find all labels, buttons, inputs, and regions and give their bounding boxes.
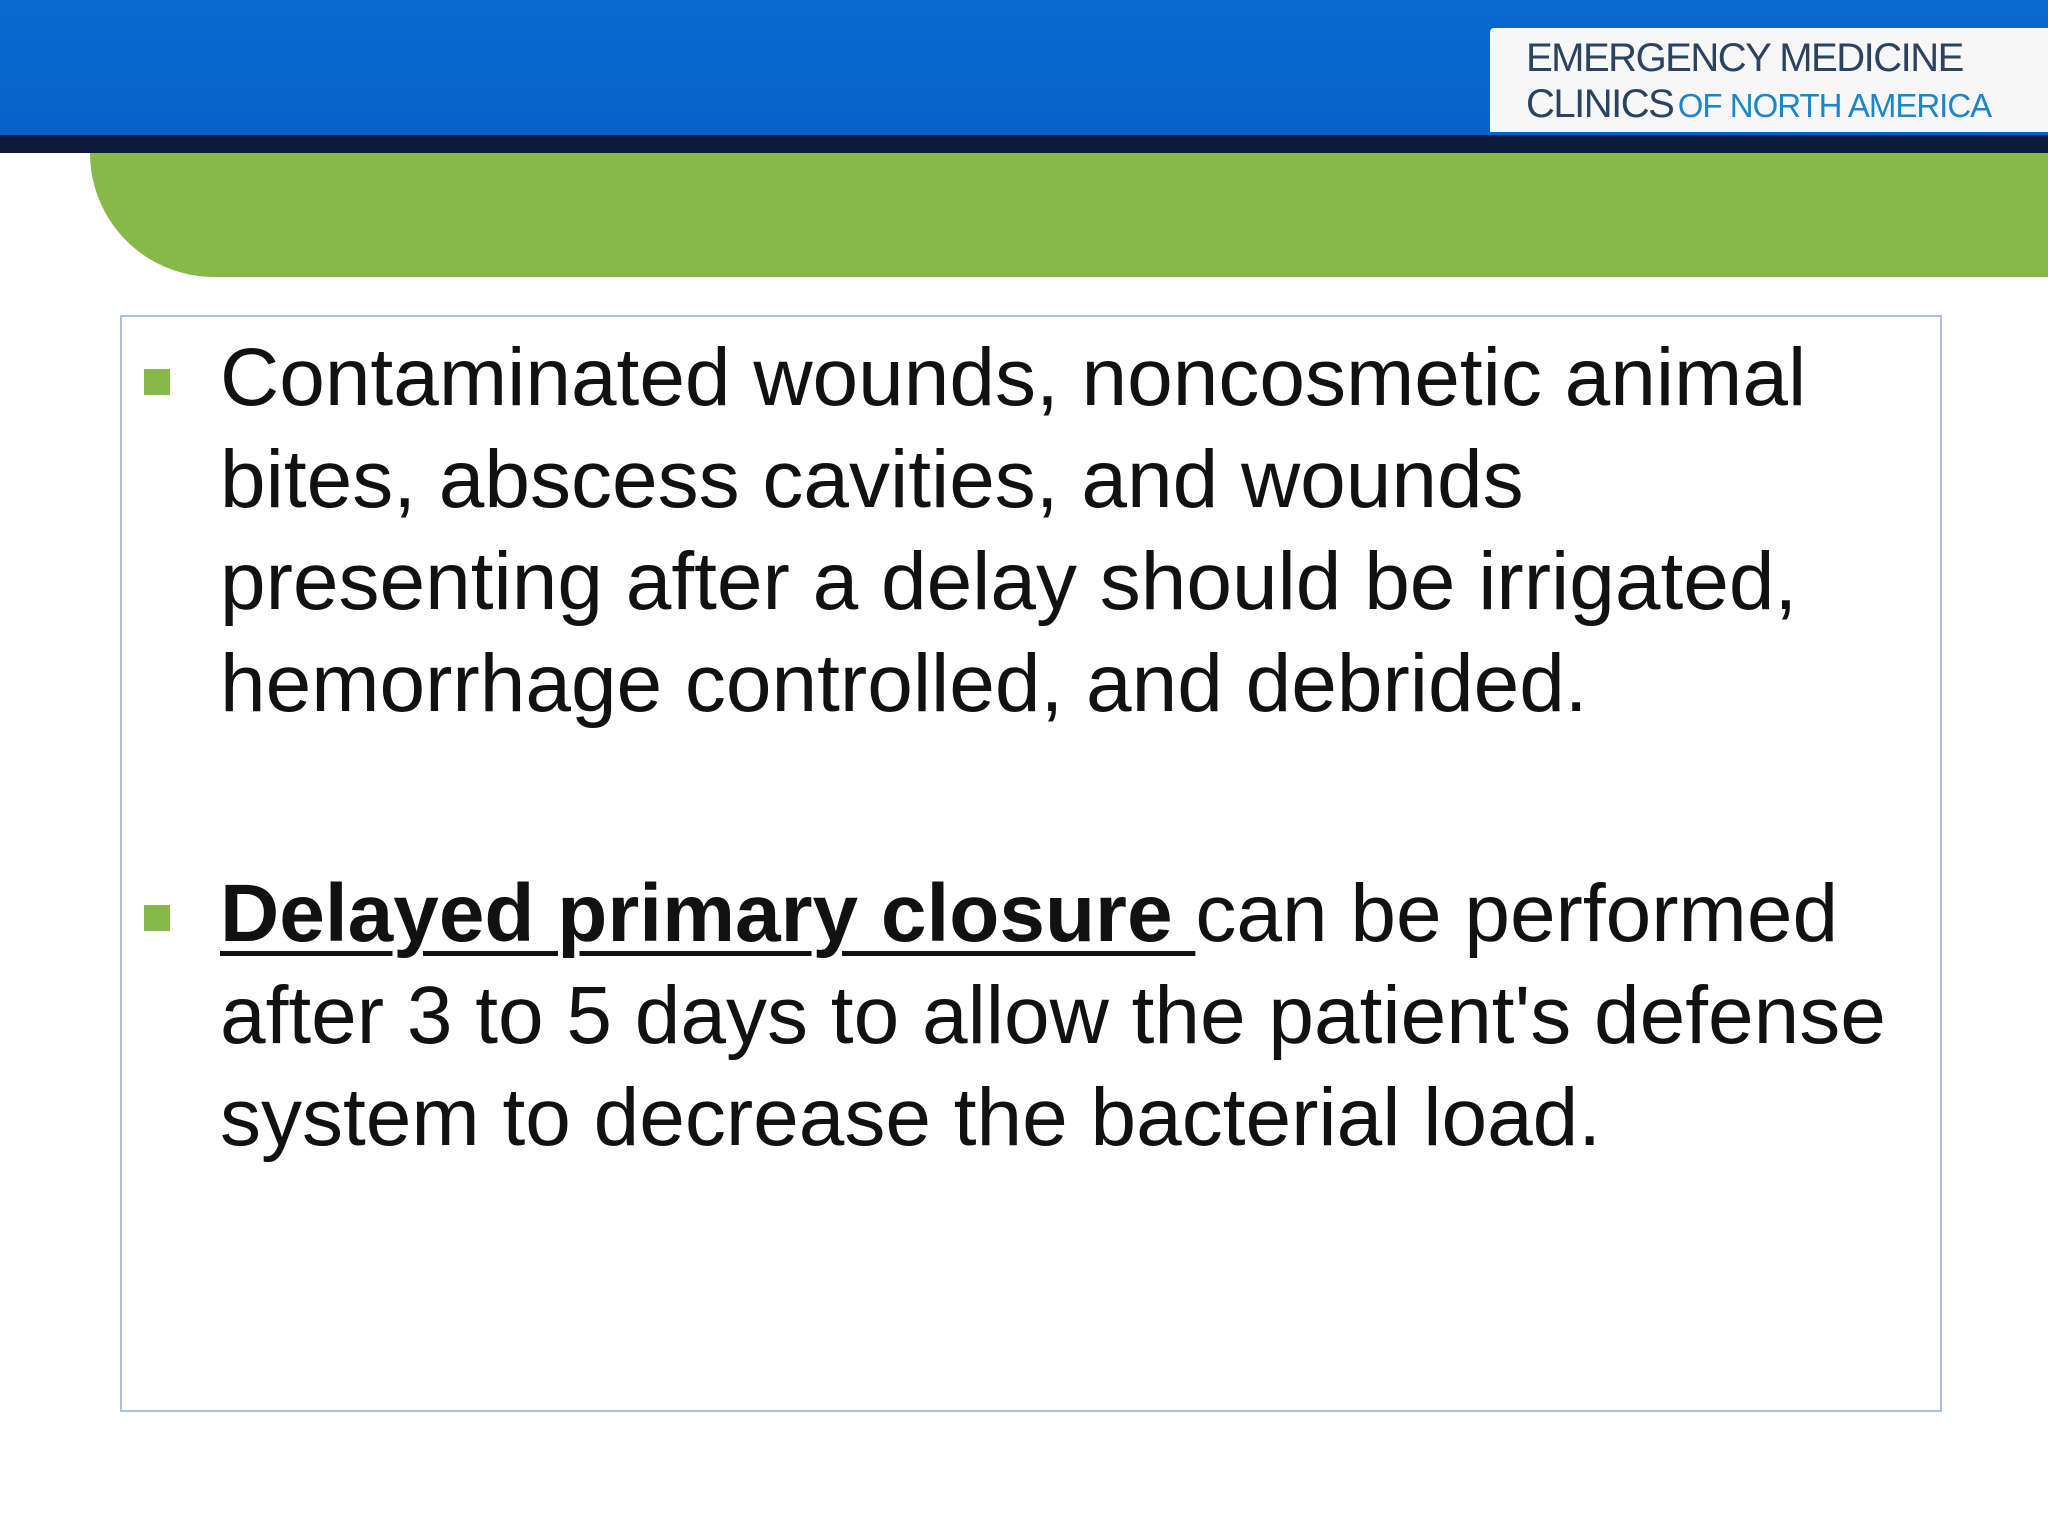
logo-of-north-america: OF NORTH AMERICA	[1677, 87, 1992, 124]
title-band	[90, 153, 2048, 277]
header-divider	[0, 135, 2048, 153]
square-bullet-icon	[144, 905, 170, 931]
content-box	[120, 315, 1942, 1412]
bullet-item	[220, 863, 1920, 1169]
square-bullet-icon	[144, 369, 170, 395]
bullet-item	[220, 327, 1920, 735]
logo-title: EMERGENCY MEDICINE	[1526, 36, 1963, 80]
bullet-emphasis: Delayed primary closure	[220, 868, 1196, 959]
logo-clinics: CLINICS	[1526, 82, 1674, 126]
bullet-text: can be performed after 3 to 5 days to allow the patient's defense system to decrease the bacterial load.	[220, 868, 1886, 1163]
logo-subtitle	[1526, 84, 1991, 124]
journal-logo	[1490, 28, 2048, 132]
bullet-text: Contaminated wounds, noncosmetic animal bites, abscess cavities, and wounds presenting after a delay should be irrigated, hemorrhage controlled, and debrided.	[220, 332, 1807, 729]
